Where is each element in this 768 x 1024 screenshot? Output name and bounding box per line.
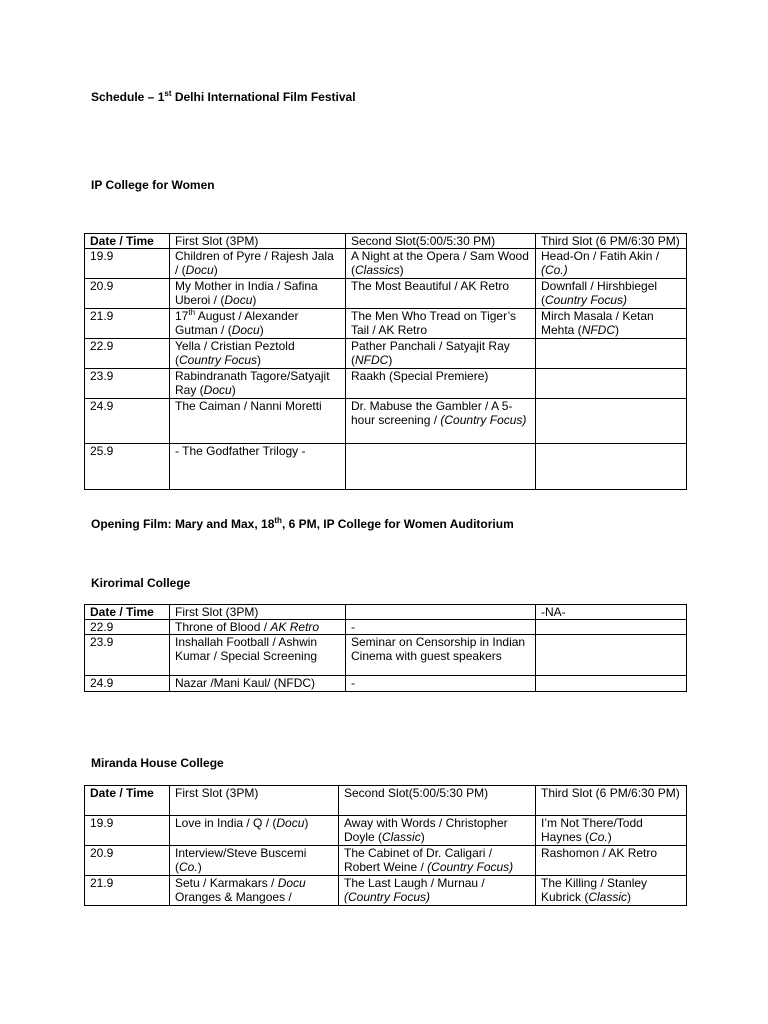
cell-text: The Men Who Tread on Tiger’s Tail / AK Retro: [351, 309, 516, 337]
header-cell-second-slot: [339, 786, 536, 816]
cell-second-slot: [346, 339, 536, 369]
cell-first-slot: [170, 249, 346, 279]
cell-text: 20.9: [90, 846, 114, 860]
cell-text: Love in India / Q / (: [175, 816, 277, 830]
cell-text: The Last Laugh / Murnau /: [344, 876, 485, 890]
cell-third-slot: [536, 620, 687, 635]
cell-date: [85, 279, 170, 309]
cell-text: ): [231, 383, 236, 397]
cell-text: Third Slot (6 PM/6:30 PM): [541, 234, 680, 248]
cell-text: Country Focus): [545, 293, 628, 307]
cell-text: -: [351, 620, 355, 634]
cell-first-slot: [170, 620, 346, 635]
cell-date: [85, 249, 170, 279]
schedule-table-kirorimal: [84, 604, 687, 692]
cell-second-slot: [346, 249, 536, 279]
cell-third-slot: [536, 339, 687, 369]
cell-date: [85, 339, 170, 369]
cell-text: ): [615, 323, 620, 337]
cell-third-slot: [536, 249, 687, 279]
cell-third-slot: [536, 369, 687, 399]
cell-text: ): [627, 890, 632, 904]
cell-date: [85, 444, 170, 490]
cell-text: ): [213, 263, 218, 277]
cell-text: Yella / Cristian Peztold (: [175, 339, 295, 367]
header-cell-date: [85, 234, 170, 249]
cell-text: Docu: [276, 816, 305, 830]
cell-text: The Killing / Stanley Kubrick (: [541, 876, 648, 904]
header-cell-third-slot: [536, 234, 687, 249]
cell-text: Raakh (Special Premiere): [351, 369, 489, 383]
cell-text: Third Slot (6 PM/6:30 PM): [541, 786, 680, 800]
table-row: [85, 249, 687, 279]
cell-text: Rashomon / AK Retro: [541, 846, 658, 860]
cell-text: 24.9: [90, 676, 114, 690]
table-row: [85, 635, 687, 676]
cell-second-slot: [346, 620, 536, 635]
cell-date: [85, 876, 170, 906]
cell-first-slot: [170, 444, 346, 490]
cell-second-slot: [346, 309, 536, 339]
cell-text: ): [304, 816, 309, 830]
header-cell-second-slot: [346, 605, 536, 620]
cell-first-slot: [170, 339, 346, 369]
header-cell-first-slot: [170, 234, 346, 249]
cell-text: (Country Focus): [427, 860, 514, 874]
cell-date: [85, 309, 170, 339]
cell-text: th: [188, 308, 196, 317]
cell-third-slot: [536, 279, 687, 309]
cell-third-slot: [536, 876, 687, 906]
cell-text: 20.9: [90, 279, 114, 293]
cell-text: Docu: [185, 263, 214, 277]
cell-text: ): [252, 293, 257, 307]
cell-text: Setu / Karmakars /: [175, 876, 278, 890]
cell-first-slot: [170, 876, 339, 906]
cell-text: ): [388, 353, 393, 367]
cell-third-slot: [536, 816, 687, 846]
cell-text: Docu: [231, 323, 260, 337]
cell-text: NFDC: [581, 323, 616, 337]
cell-text: The Cabinet of Dr. Caligari / Robert Weine /: [344, 846, 493, 874]
table-row: [85, 309, 687, 339]
cell-second-slot: [339, 876, 536, 906]
cell-text: NFDC: [355, 353, 389, 367]
cell-first-slot: [170, 279, 346, 309]
section-heading-miranda-house: Miranda House College: [91, 756, 224, 770]
cell-text: ): [420, 830, 425, 844]
cell-second-slot: [346, 279, 536, 309]
cell-text: First Slot (3PM): [175, 234, 259, 248]
cell-text: Mirch Masala / Ketan Mehta (: [541, 309, 654, 337]
cell-first-slot: [170, 309, 346, 339]
cell-text: 24.9: [90, 399, 114, 413]
schedule-table-miranda-house: [84, 785, 687, 906]
cell-text: (Country Focus): [440, 413, 527, 427]
cell-second-slot: [346, 369, 536, 399]
cell-second-slot: [346, 399, 536, 444]
section-heading-ip-college: IP College for Women: [91, 178, 215, 192]
cell-text: 25.9: [90, 444, 114, 458]
cell-text: (Co.): [541, 263, 568, 277]
cell-text: 22.9: [90, 620, 114, 634]
cell-text: Head-On / Fatih Akin /: [541, 249, 660, 263]
cell-text: Date / Time: [90, 234, 154, 248]
cell-first-slot: [170, 399, 346, 444]
cell-date: [85, 676, 170, 692]
cell-text: 22.9: [90, 339, 114, 353]
cell-text: First Slot (3PM): [175, 605, 259, 619]
cell-text: Docu: [224, 293, 253, 307]
cell-text: ): [197, 860, 202, 874]
cell-text: 19.9: [90, 249, 114, 263]
cell-text: Dr. Mabuse the Gambler / A 5-hour screening /: [351, 399, 513, 427]
table-row: [85, 339, 687, 369]
cell-text: Away with Words / Christopher Doyle (: [344, 816, 508, 844]
cell-text: Children of Pyre / Rajesh Jala / (: [175, 249, 334, 277]
cell-text: Co.: [179, 860, 198, 874]
cell-text: 23.9: [90, 635, 114, 649]
cell-first-slot: [170, 635, 346, 676]
header-cell-date: [85, 786, 170, 816]
cell-text: Co.: [589, 830, 608, 844]
cell-date: [85, 369, 170, 399]
cell-text: ): [257, 353, 262, 367]
table-row: [85, 399, 687, 444]
cell-text: 17: [175, 309, 189, 323]
cell-text: Downfall / Hirshbiegel (: [541, 279, 658, 307]
table-row: [85, 444, 687, 490]
cell-text: Second Slot(5:00/5:30 PM): [344, 786, 489, 800]
cell-second-slot: [339, 816, 536, 846]
cell-date: [85, 620, 170, 635]
schedule-table-ip-college: [84, 233, 687, 490]
cell-text: Classic: [382, 830, 421, 844]
cell-text: Docu: [277, 876, 306, 890]
table-row: [85, 676, 687, 692]
table-header-row: [85, 605, 687, 620]
table-header-row: [85, 786, 687, 816]
cell-first-slot: [170, 846, 339, 876]
cell-text: 23.9: [90, 369, 114, 383]
header-cell-date: [85, 605, 170, 620]
cell-date: [85, 816, 170, 846]
cell-text: Docu: [203, 383, 232, 397]
header-cell-second-slot: [346, 234, 536, 249]
cell-text: Classics: [355, 263, 400, 277]
table-row: [85, 846, 687, 876]
cell-third-slot: [536, 676, 687, 692]
cell-text: -: [351, 676, 355, 690]
cell-text: Second Slot(5:00/5:30 PM): [351, 234, 496, 248]
cell-first-slot: [170, 369, 346, 399]
cell-date: [85, 635, 170, 676]
cell-text: -NA-: [541, 605, 566, 619]
cell-text: 21.9: [90, 309, 114, 323]
table-header-row: [85, 234, 687, 249]
cell-text: Date / Time: [90, 786, 154, 800]
page-title: Schedule – 1st Delhi International Film Festival: [91, 89, 356, 104]
cell-text: Date / Time: [90, 605, 154, 619]
cell-second-slot: [339, 846, 536, 876]
cell-text: The Most Beautiful / AK Retro: [351, 279, 510, 293]
cell-text: The Caiman / Nanni Moretti: [175, 399, 322, 413]
cell-third-slot: [536, 309, 687, 339]
cell-text: Rabindranath Tagore/Satyajit Ray (: [175, 369, 330, 397]
cell-text: First Slot (3PM): [175, 786, 259, 800]
cell-text: Pather Panchali / Satyajit Ray (: [351, 339, 510, 367]
cell-text: ): [607, 830, 612, 844]
cell-text: Classic: [588, 890, 628, 904]
cell-text: Country Focus: [179, 353, 258, 367]
table-row: [85, 620, 687, 635]
cell-text: 19.9: [90, 816, 114, 830]
cell-second-slot: [346, 676, 536, 692]
cell-text: Throne of Blood /: [175, 620, 271, 634]
cell-text: A Night at the Opera / Sam Wood (: [351, 249, 529, 277]
cell-first-slot: [170, 816, 339, 846]
cell-text: Interview/Steve Buscemi (: [175, 846, 307, 874]
cell-second-slot: [346, 444, 536, 490]
table-row: [85, 876, 687, 906]
header-cell-third-slot: [536, 786, 687, 816]
cell-second-slot: [346, 635, 536, 676]
header-cell-first-slot: [170, 605, 346, 620]
cell-text: My Mother in India / Safina Uberoi / (: [175, 279, 318, 307]
table-row: [85, 279, 687, 309]
cell-text: - The Godfather Trilogy -: [175, 444, 306, 458]
table-row: [85, 369, 687, 399]
cell-text: I’m Not There/Todd Haynes (: [541, 816, 643, 844]
cell-third-slot: [536, 635, 687, 676]
cell-first-slot: [170, 676, 346, 692]
cell-text: August / Alexander Gutman / (: [175, 309, 299, 337]
cell-date: [85, 846, 170, 876]
cell-third-slot: [536, 444, 687, 490]
cell-text: Inshallah Football / Ashwin Kumar / Special Screening: [175, 635, 318, 663]
table-row: [85, 816, 687, 846]
cell-date: [85, 399, 170, 444]
cell-third-slot: [536, 399, 687, 444]
opening-film-note: Opening Film: Mary and Max, 18th, 6 PM, IP College for Women Auditorium: [91, 516, 514, 531]
cell-text: (Country Focus): [344, 890, 431, 904]
section-heading-kirorimal: Kirorimal College: [91, 576, 191, 590]
cell-text: 21.9: [90, 876, 114, 890]
cell-text: ): [259, 323, 264, 337]
cell-text: Oranges & Mangoes /: [175, 890, 292, 904]
cell-text: Nazar /Mani Kaul/ (NFDC): [175, 676, 316, 690]
header-cell-third-slot: [536, 605, 687, 620]
header-cell-first-slot: [170, 786, 339, 816]
cell-text: ): [399, 263, 404, 277]
cell-text: AK Retro: [270, 620, 320, 634]
cell-third-slot: [536, 846, 687, 876]
cell-text: Seminar on Censorship in Indian Cinema with guest speakers: [351, 635, 526, 663]
